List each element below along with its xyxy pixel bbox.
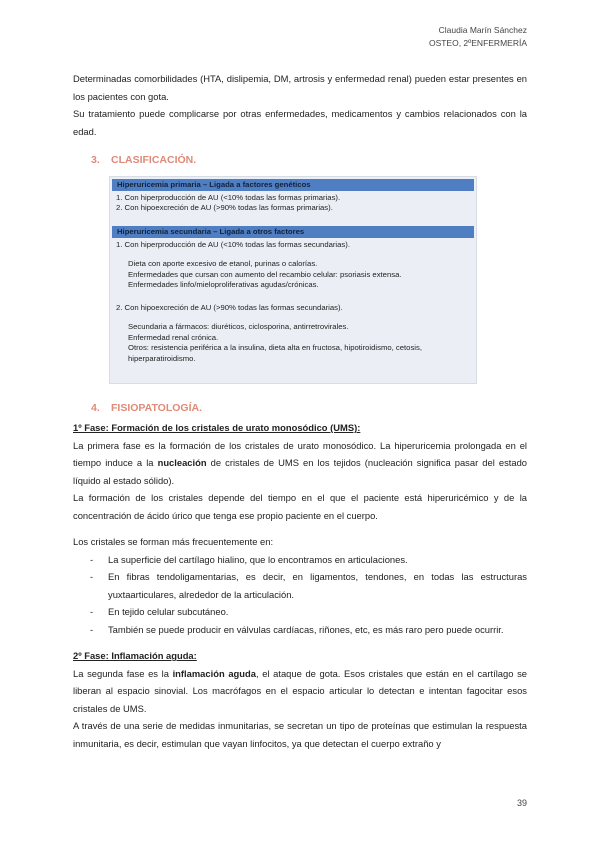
crystal-locations-list <box>73 551 527 639</box>
secondary-sub1-item: Enfermedades que cursan con aumento del recambio celular: psoriasis extensa. <box>128 269 402 279</box>
section-3-heading <box>91 152 527 170</box>
page-header <box>429 24 527 50</box>
section-3-number: 3. <box>91 154 100 166</box>
secondary-row-1: 1. Con hiperproducción de AU (<10% todas las formas secundarias). <box>116 239 350 249</box>
header-author: Claudia Marín Sánchez <box>438 25 527 35</box>
intro-paragraph-1: Determinadas comorbilidades (HTA, dislipemia, DM, artrosis y enfermedad renal) pueden estar presentes en los pacientes con gota. <box>73 73 527 102</box>
section-4-number: 4. <box>91 401 100 414</box>
section-4-title: FISIOPATOLOGÍA. <box>111 401 203 414</box>
primary-header: Hiperuricemia primaria – Ligada a factores genéticos <box>112 179 474 191</box>
secondary-sub2-item: Secundaria a fármacos: diuréticos, ciclosporina, antirretrovirales. <box>128 322 349 331</box>
secondary-sub2-item: Otros: resistencia periférica a la insulina, dieta alta en fructosa, hipotiroidismo, cetosis, <box>128 343 422 352</box>
fase-2-paragraph-1: La segunda fase es la inflamación aguda, el ataque de gota. Esos cristales que están en el cartílago se liberan al espacio sinovial. Los macrófagos en el espacio articular lo detectan e intentan fagocitar esos cristales de UMS. <box>73 667 527 714</box>
secondary-sub1-item: Enfermedades linfo/mieloproliferativas agudas/crónicas. <box>128 280 319 289</box>
fase-1-title: 1º Fase: Formación de los cristales de urato monosódico (UMS): <box>73 422 361 433</box>
secondary-sub1-item: Dieta con aporte excesivo de etanol, purinas o calorías. <box>128 259 318 268</box>
section-4-heading <box>91 400 527 418</box>
secondary-sub2-item: Enfermedad renal crónica. <box>128 332 219 342</box>
secondary-body <box>110 238 476 367</box>
page-number: 39 <box>516 798 527 808</box>
classification-table <box>109 176 477 384</box>
primary-row-2: 2. Con hipoexcreción de AU (>90% todas las formas primarias). <box>116 203 333 212</box>
fase-1-paragraph-3: Los cristales se forman más frecuentemente en: <box>73 536 274 547</box>
secondary-header: Hiperuricemia secundaria – Ligada a otros factores <box>112 226 474 238</box>
page-content <box>73 70 527 752</box>
primary-row-1: 1. Con hiperproducción de AU (<10% todas las formas primarias). <box>116 192 341 202</box>
intro-paragraph-2: Su tratamiento puede complicarse por otras enfermedades, medicamentos y cambios relacionados con la edad. <box>73 108 527 137</box>
list-item: - También se puede producir en válvulas cardíacas, riñones, etc, es más raro pero puede ocurrir. <box>90 623 504 635</box>
header-course: OSTEO, 2ºENFERMERÍA <box>428 38 527 48</box>
primary-body <box>110 191 476 216</box>
section-3-title: CLASIFICACIÓN. <box>111 154 197 166</box>
list-item: - La superficie del cartílago hialino, que lo encontramos en articulaciones. <box>90 553 408 565</box>
fase-1-paragraph-2: La formación de los cristales depende del tiempo en el que el paciente está hiperuricémico y de la concentración de ácido úrico que tenga ese propio paciente en el cuerpo. <box>73 492 527 521</box>
fase-1-paragraph-1: La primera fase es la formación de los cristales de urato monosódico. La hiperuricemia prolongada en el tiempo induce a la nucleación de cristales de UMS en los tejidos (nucleación significa pasar del estado líquido al estado sólido). <box>73 439 528 486</box>
fase-2-title: 2º Fase: Inflamación aguda: <box>73 650 197 661</box>
secondary-sub2-item: hiperparatiroidismo. <box>128 353 196 363</box>
list-item: - En fibras tendoligamentarias, es decir, en ligamentos, tendones, en todas las estructuras yuxtaarticulares, alrededor de la articulación. <box>90 571 527 600</box>
list-item: - En tejido celular subcutáneo. <box>90 606 229 617</box>
fase-2-paragraph-2: A través de una serie de medidas inmunitarias, se secretan un tipo de proteínas que estimulan la respuesta inmunitaria, es decir, estimulan que vayan linfocitos, ya que detectan el cuerpo extraño y <box>73 720 527 749</box>
secondary-row-2: 2. Con hipoexcreción de AU (>90% todas las formas secundarias). <box>116 302 343 312</box>
